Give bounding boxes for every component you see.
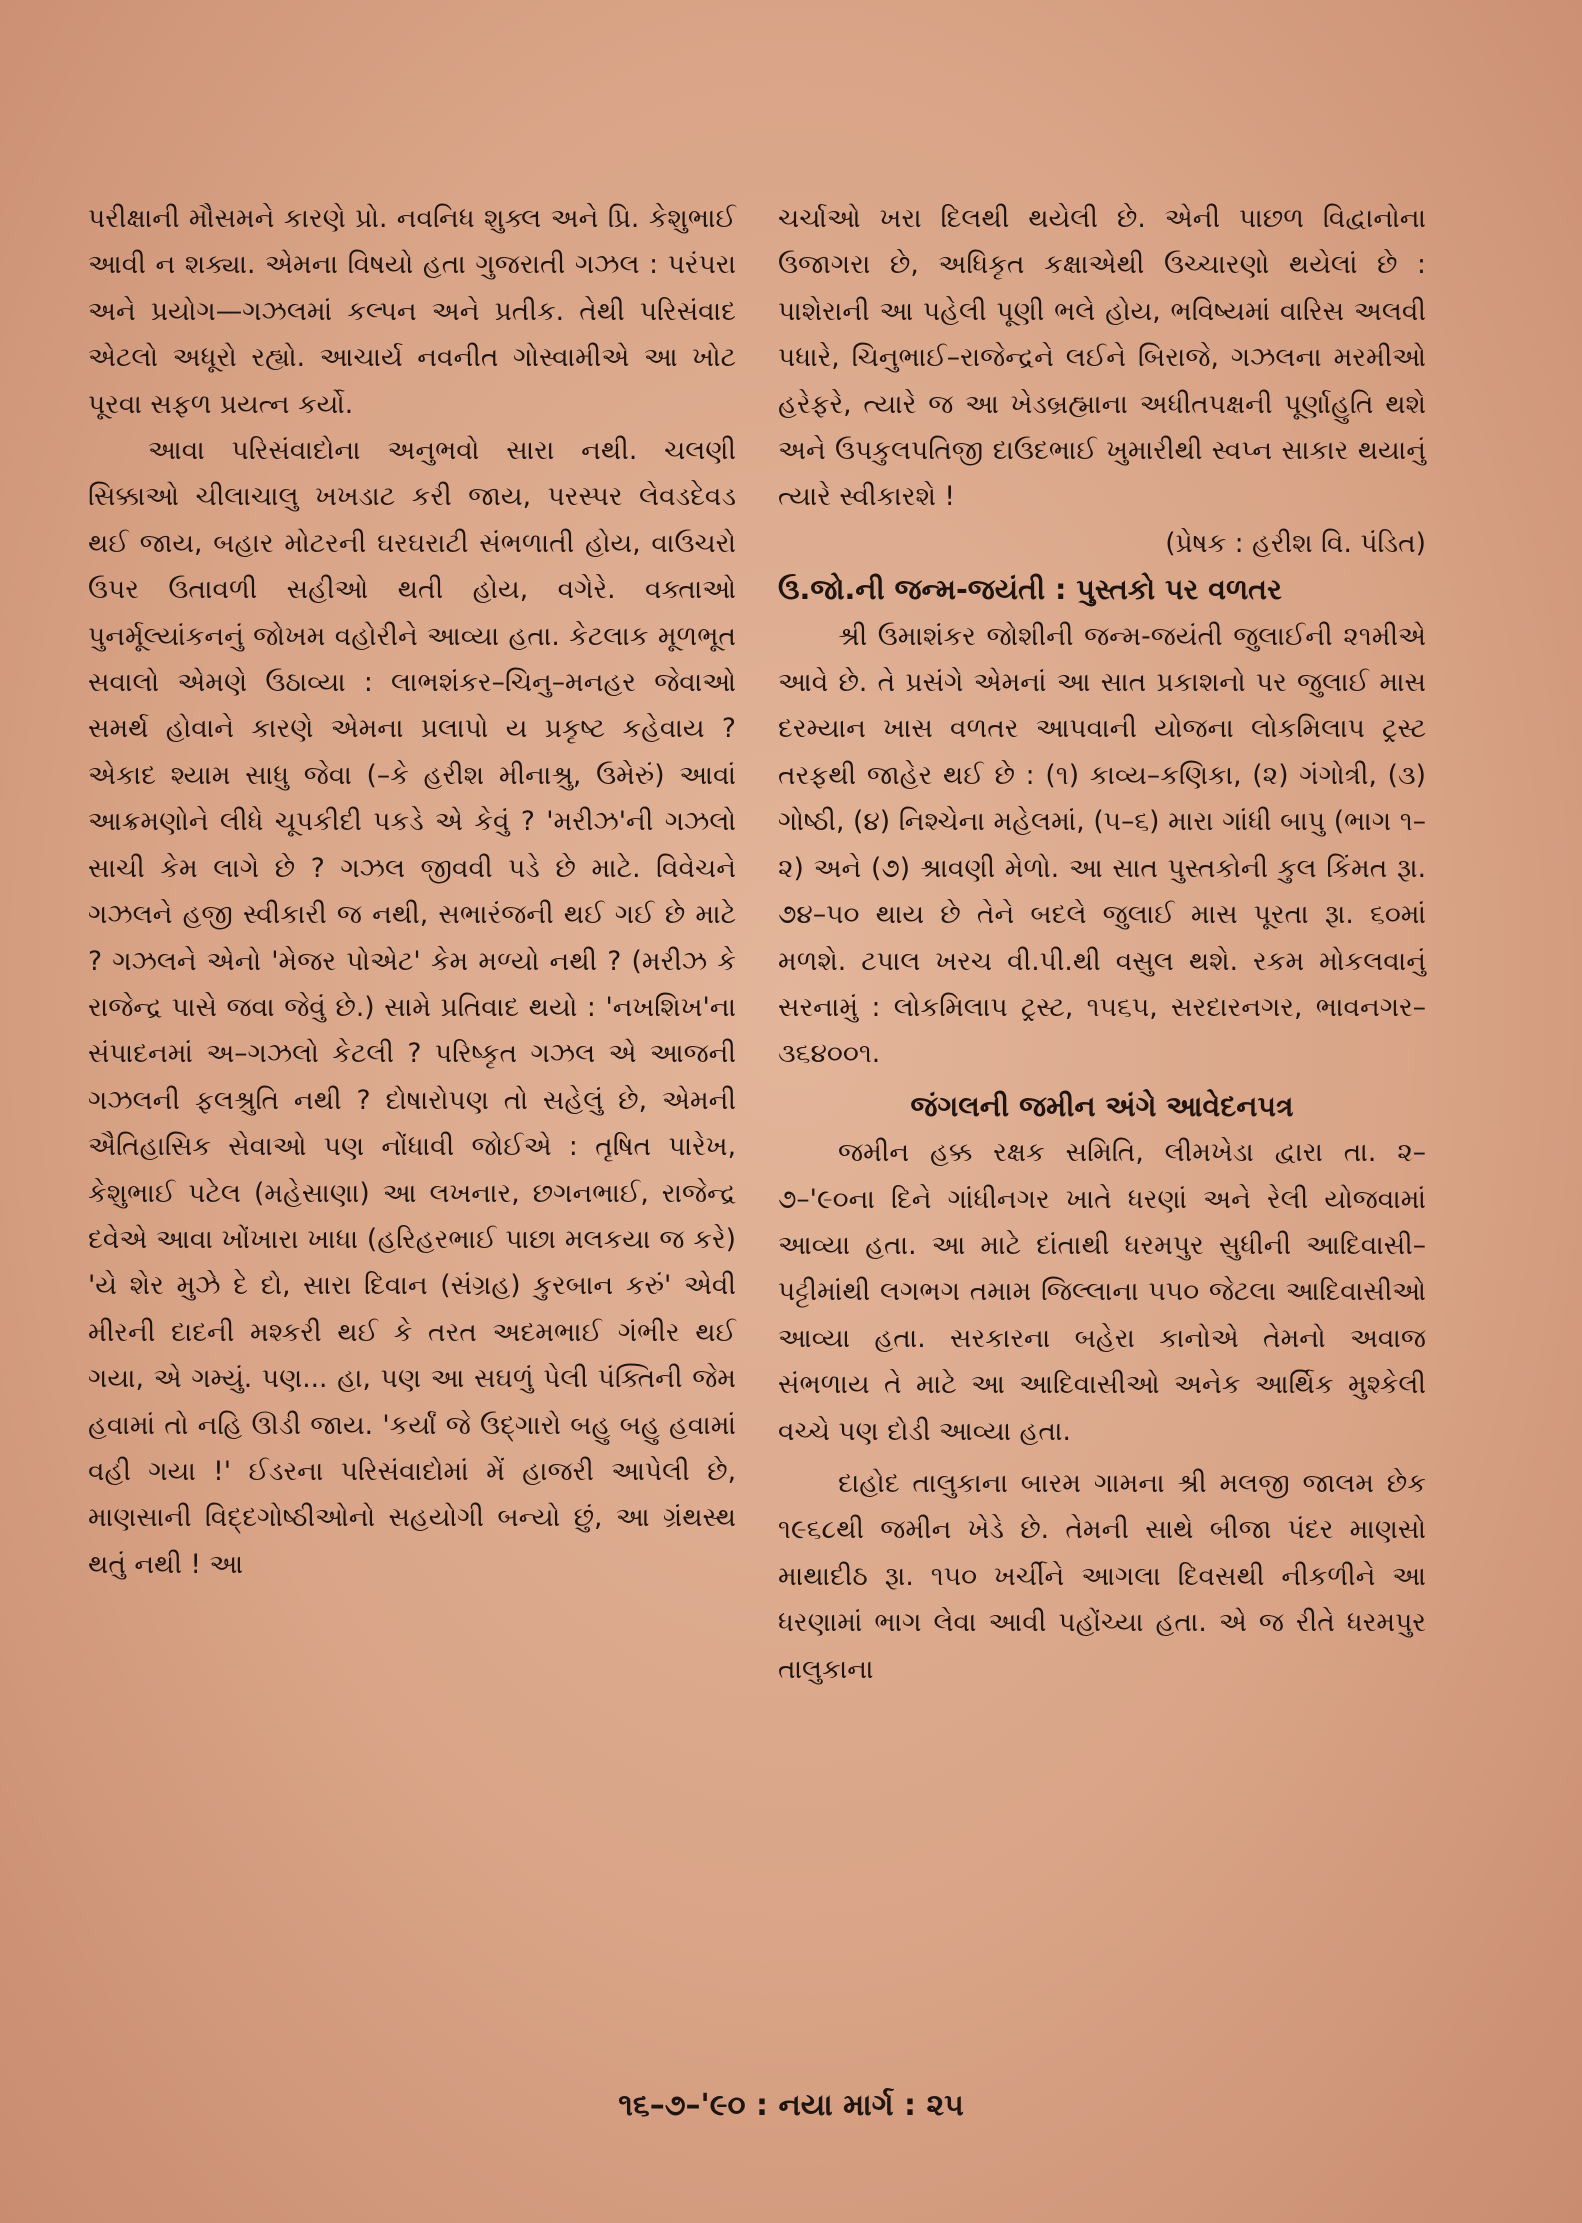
paragraph-book-discount: શ્રી ઉમાશંકર જોશીની જન્મ-જયંતી જુલાઈની ૨૧મીએ આવે છે. તે પ્રસંગે એમનાં આ સાત પ્રકાશનો પર જુલાઈ માસ દરમ્યાન ખાસ વળતર આપવાની યોજના લોકમિલાપ ટ્રસ્ટ તરફથી જાહેર થઈ છે : (૧) કાવ્ય–કણિકા, (૨) ગંગોત્રી, (૩) ગોષ્ઠી, (૪) નિશ્ચેના મહેલમાં, (૫–૬) મારા ગાંધી બાપુ (ભાગ ૧–૨) અને (૭) શ્રાવણી મેળો. આ સાત પુસ્તકોની કુલ કિંમત રૂા. ૭૪–૫૦ થાય છે તેને બદલે જુલાઈ માસ પૂરતા રૂા. ૬૦માં મળશે. ટપાલ ખરચ વી.પી.થી વસુલ થશે. રકમ મોકલવાનું સરનામું : લોકમિલાપ ટ્રસ્ટ, ૧૫૬૫, સરદારનગર, ભાવનગર–૩૬૪૦૦૧.	[778, 620, 1426, 1070]
sender-credit: (પ્રેષક : હરીશ વિ. પંડિત)	[1165, 527, 1426, 559]
right-column	[778, 196, 1426, 1693]
section-heading-birth-anniversary: ઉ.જો.ની જન્મ-જયંતી : પુસ્તકો પર વળતર	[778, 573, 1282, 607]
section-heading-forest-land: જંગલની જમીન અંગે આવેદનપત્ર	[910, 1089, 1294, 1123]
paragraph-seminar-conclusion: ચર્ચાઓ ખરા દિલથી થયેલી છે. એની પાછળ વિદ્વાનોના ઉજાગરા છે, અધિકૃત કક્ષાએથી ઉચ્ચારણો થયેલાં છે : પાશેરાની આ પહેલી પૂણી ભલે હોય, ભવિષ્યમાં વારિસ અલવી પધારે, ચિનુભાઈ–રાજેન્દ્રને લઈને બિરાજે, ગઝલના મરમીઓ હરેફરે, ત્યારે જ આ ખેડબ્રહ્માના અધીતપક્ષની પૂર્ણાહુતિ થશે અને ઉપકુલપતિજી દાઉદભાઈ ખુમારીથી સ્વપ્ન સાકાર થયાનું ત્યારે સ્વીકારશે !	[778, 203, 1426, 513]
page-footer: ૧૬–૭–'૯૦ : નયા માર્ગ : ૨૫	[618, 2088, 964, 2123]
left-column	[88, 196, 736, 1588]
paragraph-seminar-experience: આવા પરિસંવાદોના અનુભવો સારા નથી. ચલણી સિક્કાઓ ચીલાચાલુ ખખડાટ કરી જાય, પરસ્પર લેવડદેવડ થઈ જાય, બહાર મોટરની ઘરઘરાટી સંભળાતી હોય, વાઉચરો ઉપર ઉતાવળી સહીઓ થતી હોય, વગેરે. વક્તાઓ પુનર્મૂલ્યાંકનનું જોખમ વહોરીને આવ્યા હતા. કેટલાક મૂળભૂત સવાલો એમણે ઉઠાવ્યા : લાભશંકર–ચિનુ–મનહર જેવાઓ સમર્થ હોવાને કારણે એમના પ્રલાપો ય પ્રકૃષ્ટ કહેવાય ? એકાદ શ્યામ સાધુ જેવા (–કે હરીશ મીનાશ્રુ, ઉમેરું) આવાં આક્રમણોને લીધે ચૂપકીદી પકડે એ કેવું ? 'મરીઝ'ની ગઝલો સાચી કેમ લાગે છે ? ગઝલ જીવવી પડે છે માટે. વિવેચને ગઝલને હજી સ્વીકારી જ નથી, સભારંજની થઈ ગઈ છે માટે ? ગઝલને એનો 'મેજર પોએટ' કેમ મળ્યો નથી ? (મરીઝ કે રાજેન્દ્ર પાસે જવા જેવું છે.) સામે પ્રતિવાદ થયો : 'નખશિખ'ના સંપાદનમાં અ–ગઝલો કેટલી ? પરિષ્કૃત ગઝલ એ આજની ગઝલની ફલશ્રુતિ નથી ? દોષારોપણ તો સહેલું છે, એમની ઐતિહાસિક સેવાઓ પણ નોંધાવી જોઈએ : તૃષિત પારેખ, કેશુભાઈ પટેલ (મહેસાણા) આ લખનાર, છગનભાઈ, રાજેન્દ્ર દવેએ આવા ખોંખારા ખાધા (હરિહરભાઈ પાછા મલકયા જ કરે) 'યે શેર મુઝે દે દો, સારા દિવાન (સંગ્રહ) કુરબાન કરું' એવી મીરની દાદની મશ્કરી થઈ કે તરત અદમભાઈ ગંભીર થઈ ગયા, એ ગમ્યું. પણ... હા, પણ આ સઘળું પેલી પંક્તિની જેમ હવામાં તો નહિ ઊડી જાય. 'કર્યાં જે ઉદ્ગારો બહુ બહુ હવામાં વહી ગયા !' ઈડરના પરિસંવાદોમાં મેં હાજરી આપેલી છે, માણસાની વિદ્દગોષ્ઠીઓનો સહયોગી બન્યો છું, આ ગ્રંથસ્થ થતું નથી ! આ	[88, 435, 736, 1580]
paragraph-seminar-absence: પરીક્ષાની મૌસમને કારણે પ્રો. નવનિધ શુક્લ અને પ્રિ. કેશુભાઈ આવી ન શક્યા. એમના વિષયો હતા ગુજરાતી ગઝલ : પરંપરા અને પ્રયોગ—ગઝલમાં કલ્પન અને પ્રતીક. તેથી પરિસંવાદ એટલો અધૂરો રહ્યો. આચાર્ય નવનીત ગોસ્વામીએ આ ખોટ પૂરવા સફળ પ્રયત્ન કર્યો.	[88, 203, 736, 420]
paragraph-dahod-farmers: દાહોદ તાલુકાના બારમ ગામના શ્રી મલજી જાલમ છેક ૧૯૬૮થી જમીન ખેડે છે. તેમની સાથે બીજા પંદર માણસો માથાદીઠ રૂા. ૧૫૦ ખર્ચીને આગલા દિવસથી નીકળીને આ ધરણામાં ભાગ લેવા આવી પહોંચ્યા હતા. એ જ રીતે ધરમપુર તાલુકાના	[778, 1467, 1426, 1685]
paragraph-land-protest: જમીન હક્ક રક્ષક સમિતિ, લીમખેડા દ્વારા તા. ૨–૭–'૯૦ના દિને ગાંધીનગર ખાતે ધરણાં અને રેલી યોજવામાં આવ્યા હતા. આ માટે દાંતાથી ધરમપુર સુધીની આદિવાસી–પટ્ટીમાંથી લગભગ તમામ જિલ્લાના ૫૫૦ જેટલા આદિવાસીઓ આવ્યા હતા. સરકારના બહેરા કાનોએ તેમનો અવાજ સંભળાય તે માટે આ આદિવાસીઓ અનેક આર્થિક મુશ્કેલી વચ્ચે પણ દોડી આવ્યા હતા.	[778, 1137, 1426, 1447]
